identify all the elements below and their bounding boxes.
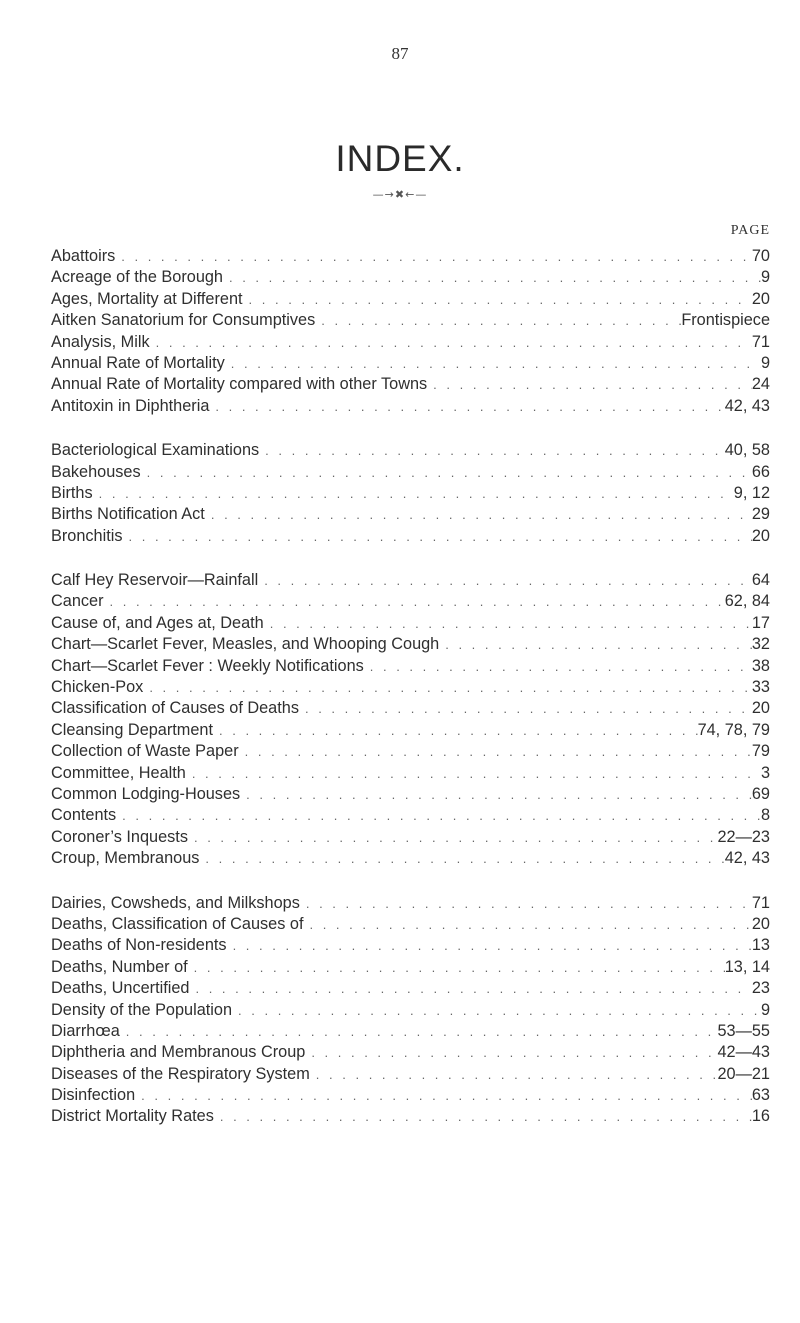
dot-leader xyxy=(305,1042,717,1063)
dot-leader xyxy=(141,462,752,483)
index-entry-term: Bakehouses xyxy=(51,462,141,481)
index-entry-term: Aitken Sanatorium for Consumptives xyxy=(51,311,316,330)
index-entry-term: Chicken-Pox xyxy=(51,678,144,697)
index-entry-pages: 71 xyxy=(751,893,770,912)
index-entry-pages: 23 xyxy=(751,979,770,998)
index-entry-pages: 8 xyxy=(760,806,770,825)
dot-leader xyxy=(240,784,752,805)
index-entry-pages: 20 xyxy=(751,526,770,545)
index-entry xyxy=(51,526,770,547)
dot-leader xyxy=(188,827,718,848)
index-entry-term: Collection of Waste Paper xyxy=(51,742,239,761)
index-entry-pages: 17 xyxy=(751,613,770,632)
dot-leader xyxy=(143,677,752,698)
index-entry-pages: 62, 84 xyxy=(724,592,770,611)
index-entry-term: Cause of, and Ages at, Death xyxy=(51,613,264,632)
index-entry xyxy=(51,763,770,784)
page-column-header: PAGE xyxy=(730,223,770,238)
index-entry xyxy=(51,935,770,956)
dot-leader xyxy=(258,570,752,591)
dot-leader xyxy=(310,1064,718,1085)
index-entry xyxy=(51,1064,770,1085)
index-entry-pages: 42—43 xyxy=(717,1043,770,1062)
index-entry-term: Analysis, Milk xyxy=(51,332,150,351)
index-entry-term: Cancer xyxy=(51,592,104,611)
index-entry-term: Births Notification Act xyxy=(51,505,205,524)
index-entry-pages: 79 xyxy=(751,742,770,761)
index-entry xyxy=(51,914,770,935)
index-entry-term: Ages, Mortality at Different xyxy=(51,289,243,308)
dot-leader xyxy=(300,893,752,914)
index-entry-term: Classification of Causes of Deaths xyxy=(51,699,299,718)
dot-leader xyxy=(150,332,752,353)
index-entry-pages: 53—55 xyxy=(717,1021,770,1040)
dot-leader xyxy=(315,310,681,331)
index-entry xyxy=(51,289,770,310)
index-entry-pages: 74, 78, 79 xyxy=(697,720,770,739)
index-list xyxy=(51,246,770,1151)
dot-leader xyxy=(225,353,761,374)
dot-leader xyxy=(104,591,725,612)
dot-leader xyxy=(186,763,761,784)
index-entry-pages: 9 xyxy=(760,268,770,287)
index-entry-term: Contents xyxy=(51,806,117,825)
index-entry xyxy=(51,483,770,504)
index-entry xyxy=(51,462,770,483)
index-entry-term: Bacteriological Examinations xyxy=(51,441,260,460)
index-entry-pages: 22—23 xyxy=(717,827,770,846)
index-entry xyxy=(51,591,770,612)
index-entry xyxy=(51,570,770,591)
index-entry-term: Deaths, Classification of Causes of xyxy=(51,914,304,933)
index-entry xyxy=(51,698,770,719)
dot-leader xyxy=(205,504,752,525)
page-number: 87 xyxy=(391,44,409,63)
index-section-a xyxy=(51,246,770,417)
index-entry-term: Disinfection xyxy=(51,1086,136,1105)
dot-leader xyxy=(227,935,752,956)
index-entry xyxy=(51,741,770,762)
index-entry-term: Chart—Scarlet Fever, Measles, and Whooping Cough xyxy=(51,635,440,654)
index-entry-term: Abattoirs xyxy=(51,247,116,265)
index-entry-pages: 13 xyxy=(751,936,770,955)
index-entry-pages: 24 xyxy=(751,375,770,394)
index-entry xyxy=(51,1042,770,1063)
dot-leader xyxy=(209,396,724,417)
index-entry-pages: 20 xyxy=(751,914,770,933)
index-entry xyxy=(51,396,770,417)
page-title: INDEX. xyxy=(335,138,465,179)
index-entry-term: Coroner’s Inquests xyxy=(51,827,188,846)
index-entry-term: District Mortality Rates xyxy=(51,1107,214,1126)
index-section-d xyxy=(51,893,770,1128)
index-entry xyxy=(51,827,770,848)
dot-leader xyxy=(364,656,752,677)
dot-leader xyxy=(299,698,752,719)
index-entry-term: Common Lodging-Houses xyxy=(51,784,241,803)
index-entry xyxy=(51,677,770,698)
dot-leader xyxy=(223,267,761,288)
ornament-divider: —→✖←— xyxy=(372,188,428,201)
index-entry-term: Antitoxin in Diphtheria xyxy=(51,396,210,415)
index-entry-term: Deaths, Number of xyxy=(51,957,188,976)
index-entry-term: Dairies, Cowsheds, and Milkshops xyxy=(51,893,300,912)
dot-leader xyxy=(188,957,725,978)
index-entry-pages: 29 xyxy=(751,505,770,524)
index-entry-pages: 20 xyxy=(751,289,770,308)
index-section-b xyxy=(51,440,770,547)
index-entry xyxy=(51,440,770,461)
index-entry-pages: 71 xyxy=(751,332,770,351)
index-entry-term: Acreage of the Borough xyxy=(51,268,223,287)
dot-leader xyxy=(214,1106,752,1127)
index-entry xyxy=(51,613,770,634)
index-entry-pages: 9, 12 xyxy=(733,483,770,502)
index-entry-term: Deaths, Uncertified xyxy=(51,979,190,998)
index-entry-pages: 32 xyxy=(751,635,770,654)
index-entry-pages: 9 xyxy=(760,1000,770,1019)
index-entry xyxy=(51,1106,770,1127)
index-entry xyxy=(51,267,770,288)
dot-leader xyxy=(264,613,752,634)
index-entry-pages: 70 xyxy=(751,247,770,265)
index-entry xyxy=(51,1085,770,1106)
index-entry-pages: 66 xyxy=(751,462,770,481)
index-entry xyxy=(51,656,770,677)
index-entry-pages: 42, 43 xyxy=(724,849,770,868)
index-entry-pages: 16 xyxy=(751,1107,770,1126)
dot-leader xyxy=(123,526,752,547)
index-entry xyxy=(51,353,770,374)
index-entry-term: Annual Rate of Mortality compared with other Towns xyxy=(51,375,428,394)
dot-leader xyxy=(232,1000,761,1021)
dot-leader xyxy=(303,914,751,935)
index-entry xyxy=(51,893,770,914)
dot-leader xyxy=(427,374,752,395)
dot-leader xyxy=(199,848,724,869)
index-entry-pages: 20—21 xyxy=(717,1064,770,1083)
index-entry xyxy=(51,246,770,267)
index-entry xyxy=(51,332,770,353)
index-entry-pages: Frontispiece xyxy=(681,311,770,330)
index-entry xyxy=(51,720,770,741)
index-entry-term: Annual Rate of Mortality xyxy=(51,353,225,372)
index-entry xyxy=(51,957,770,978)
dot-leader xyxy=(135,1085,752,1106)
dot-leader xyxy=(239,741,752,762)
index-entry-term: Croup, Membranous xyxy=(51,849,200,868)
dot-leader xyxy=(93,483,734,504)
index-entry-pages: 33 xyxy=(751,678,770,697)
index-entry xyxy=(51,805,770,826)
index-entry xyxy=(51,1000,770,1021)
index-entry-pages: 64 xyxy=(751,571,770,590)
dot-leader xyxy=(116,805,761,826)
dot-leader xyxy=(213,720,698,741)
index-entry-pages: 38 xyxy=(751,656,770,675)
index-entry-pages: 9 xyxy=(760,353,770,372)
index-entry-term: Calf Hey Reservoir—Rainfall xyxy=(51,571,259,590)
index-section-c xyxy=(51,570,770,869)
index-entry-pages: 69 xyxy=(751,784,770,803)
index-entry-term: Diarrhœa xyxy=(51,1021,120,1040)
index-entry xyxy=(51,634,770,655)
index-entry xyxy=(51,784,770,805)
dot-leader xyxy=(120,1021,718,1042)
index-entry xyxy=(51,1021,770,1042)
index-entry-term: Deaths of Non-residents xyxy=(51,936,227,955)
index-entry xyxy=(51,374,770,395)
index-entry-pages: 13, 14 xyxy=(724,957,770,976)
index-entry-term: Diphtheria and Membranous Croup xyxy=(51,1043,306,1062)
index-entry-pages: 20 xyxy=(751,699,770,718)
dot-leader xyxy=(115,246,752,267)
index-entry-pages: 3 xyxy=(760,763,770,782)
index-entry-term: Cleansing Department xyxy=(51,720,213,739)
index-entry-pages: 63 xyxy=(751,1086,770,1105)
index-entry-term: Committee, Health xyxy=(51,763,186,782)
index-entry xyxy=(51,504,770,525)
index-entry xyxy=(51,848,770,869)
index-entry-term: Births xyxy=(51,483,93,502)
index-entry-term: Diseases of the Respiratory System xyxy=(51,1064,310,1083)
dot-leader xyxy=(243,289,752,310)
index-entry-pages: 42, 43 xyxy=(724,396,770,415)
dot-leader xyxy=(439,634,752,655)
index-entry-term: Density of the Population xyxy=(51,1000,233,1019)
index-entry xyxy=(51,978,770,999)
dot-leader xyxy=(189,978,751,999)
index-entry-term: Bronchitis xyxy=(51,526,123,545)
index-entry xyxy=(51,310,770,331)
dot-leader xyxy=(259,440,725,461)
index-entry-term: Chart—Scarlet Fever : Weekly Notifications xyxy=(51,656,364,675)
index-entry-pages: 40, 58 xyxy=(724,441,770,460)
